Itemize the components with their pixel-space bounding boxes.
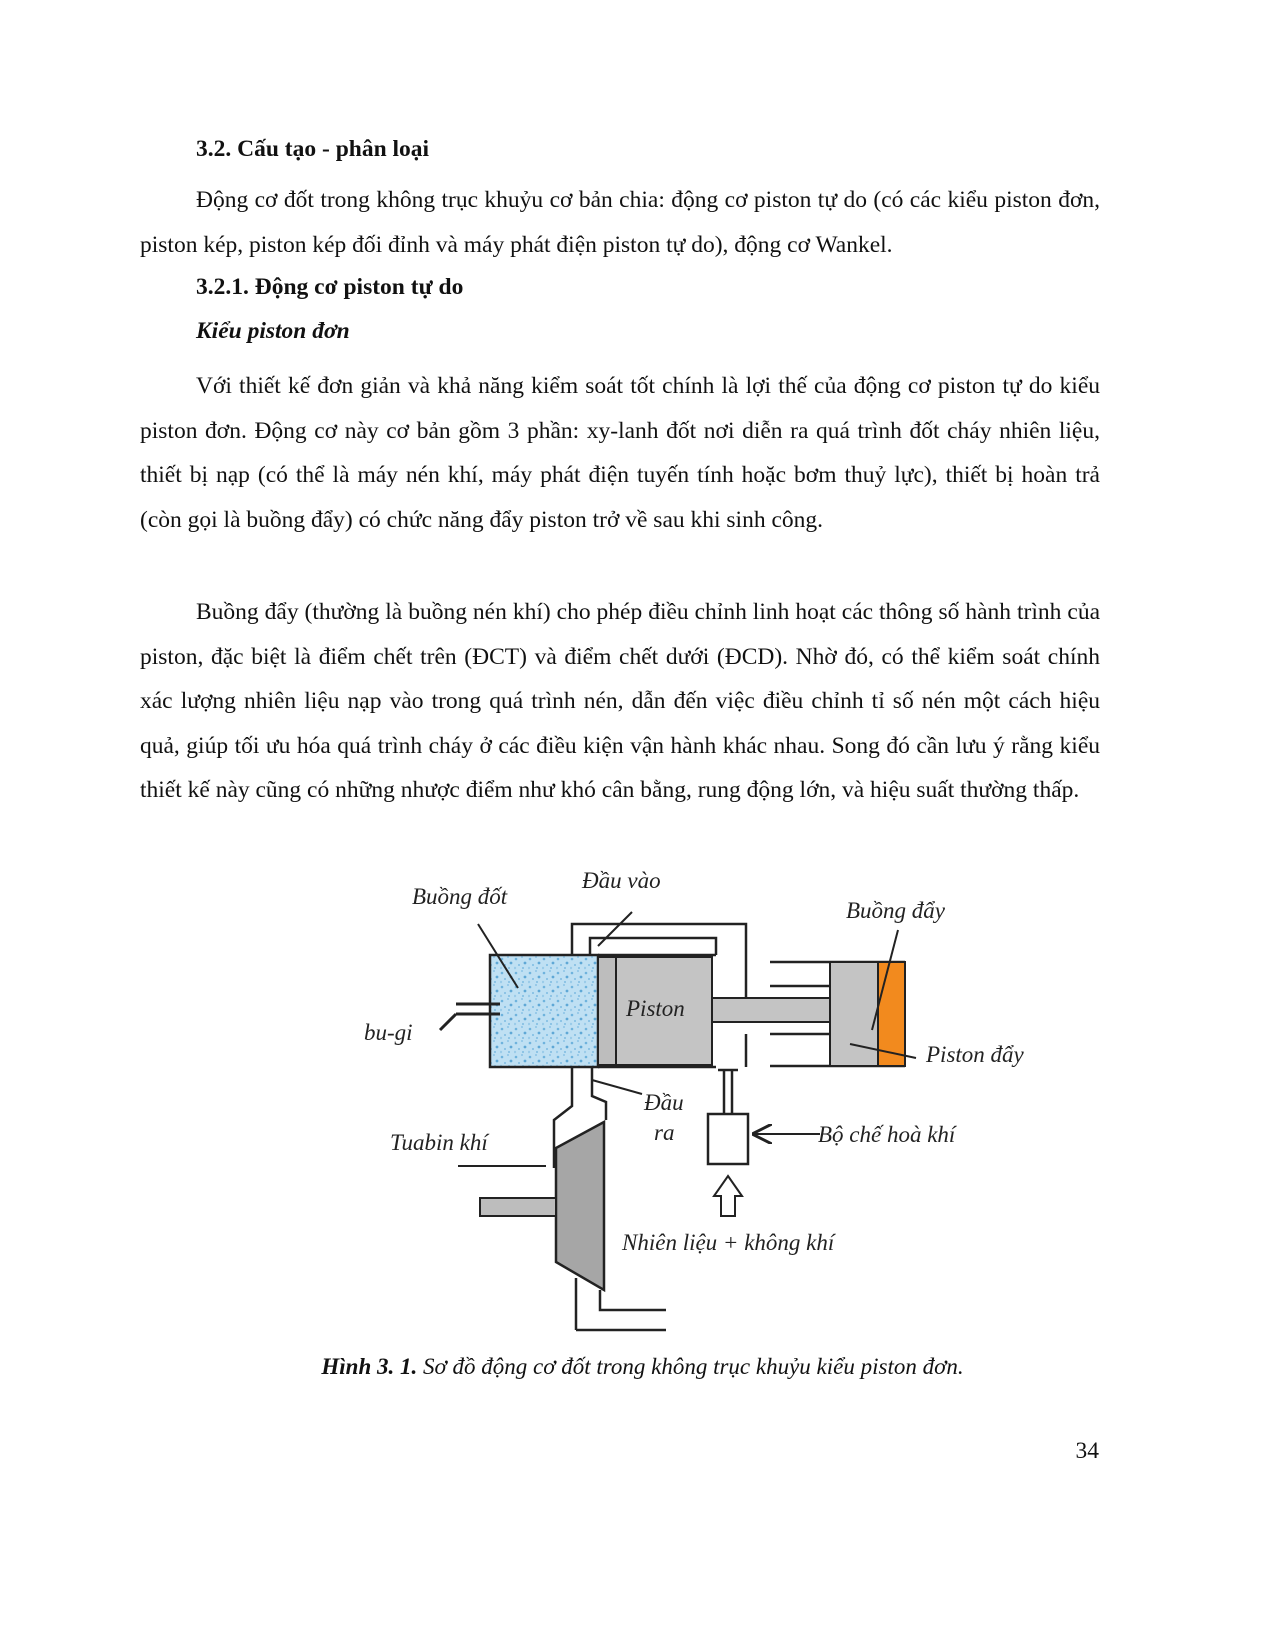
- caption-text: Sơ đồ động cơ đốt trong không trục khuỷu kiểu piston đơn.: [417, 1354, 964, 1379]
- page-number: 34: [1075, 1438, 1099, 1464]
- paragraph-text: Động cơ đốt trong không trục khuỷu cơ bản chia: động cơ piston tự do (có các kiểu piston đơn, piston kép, piston kép đối đỉnh và máy phát điện piston tự do), động cơ Wankel.: [140, 187, 1100, 258]
- paragraph-bounce-chamber: [140, 590, 1100, 813]
- gas-turbine: [556, 1122, 604, 1290]
- label-combustion-chamber: Buồng đốt: [412, 884, 508, 909]
- label-gas-turbine: Tuabin khí: [390, 1130, 488, 1155]
- label-bounce-piston: Piston đẩy: [926, 1042, 1024, 1067]
- piston-rod: [712, 998, 830, 1022]
- paragraph-text: Với thiết kế đơn giản và khả năng kiểm soát tốt chính là lợi thế của động cơ piston tự do kiểu piston đơn. Động cơ này cơ bản gồm 3 phần: xy-lanh đốt nơi diễn ra quá trình đốt cháy nhiên liệu, thiết bị nạp (có thể là máy nén khí, máy phát điện tuyến tính hoặc bơm thuỷ lực), thiết bị hoàn trả (còn gọi là buồng đẩy) có chức năng đẩy piston trở về sau khi sinh công.: [140, 373, 1100, 533]
- caption-number: Hình 3. 1.: [321, 1354, 418, 1379]
- section-heading: 3.2. Cấu tạo - phân loại: [196, 136, 430, 162]
- label-outlet-line2: ra: [654, 1120, 675, 1145]
- fuel-air-arrow-icon: [714, 1176, 742, 1216]
- inlet-duct: [572, 924, 746, 955]
- label-spark-plug: bu-gi: [364, 1020, 413, 1045]
- figure-caption: [140, 1354, 1145, 1380]
- label-bounce-chamber: Buồng đẩy: [846, 898, 946, 923]
- carburetor-feed: [718, 1070, 738, 1114]
- label-piston: Piston: [626, 996, 685, 1021]
- label-fuel-air: Nhiên liệu + không khí: [622, 1230, 835, 1255]
- subsection-heading: 3.2.1. Động cơ piston tự do: [196, 274, 464, 300]
- label-carburetor: Bộ chế hoà khí: [818, 1122, 956, 1147]
- paragraph-intro: [140, 178, 1100, 267]
- label-outlet-line1: Đầu: [644, 1090, 684, 1115]
- label-inlet: Đầu vào: [582, 868, 661, 893]
- main-piston: [598, 957, 616, 1065]
- italic-subheading: Kiểu piston đơn: [196, 318, 350, 344]
- paragraph-design: [140, 364, 1100, 542]
- bounce-piston-gray: [830, 962, 878, 1066]
- carburetor: [708, 1114, 748, 1164]
- combustion-chamber: [490, 955, 598, 1067]
- turbine-shaft: [480, 1198, 556, 1216]
- paragraph-text: Buồng đẩy (thường là buồng nén khí) cho phép điều chỉnh linh hoạt các thông số hành trình của piston, đặc biệt là điểm chết trên (ĐCT) và điểm chết dưới (ĐCD). Nhờ đó, có thể kiểm soát chính xác lượng nhiên liệu nạp vào trong quá trình nén, dẫn đến việc điều chỉnh tỉ số nén một cách hiệu quả, giúp tối ưu hóa quá trình cháy ở các điều kiện vận hành khác nhau. Song đó cần lưu ý rằng kiểu thiết kế này cũng có những nhược điểm như khó cân bằng, rung động lớn, và hiệu suất thường thấp.: [140, 599, 1100, 803]
- engine-diagram: [360, 858, 1050, 1338]
- turbine-exhaust: [576, 1278, 666, 1330]
